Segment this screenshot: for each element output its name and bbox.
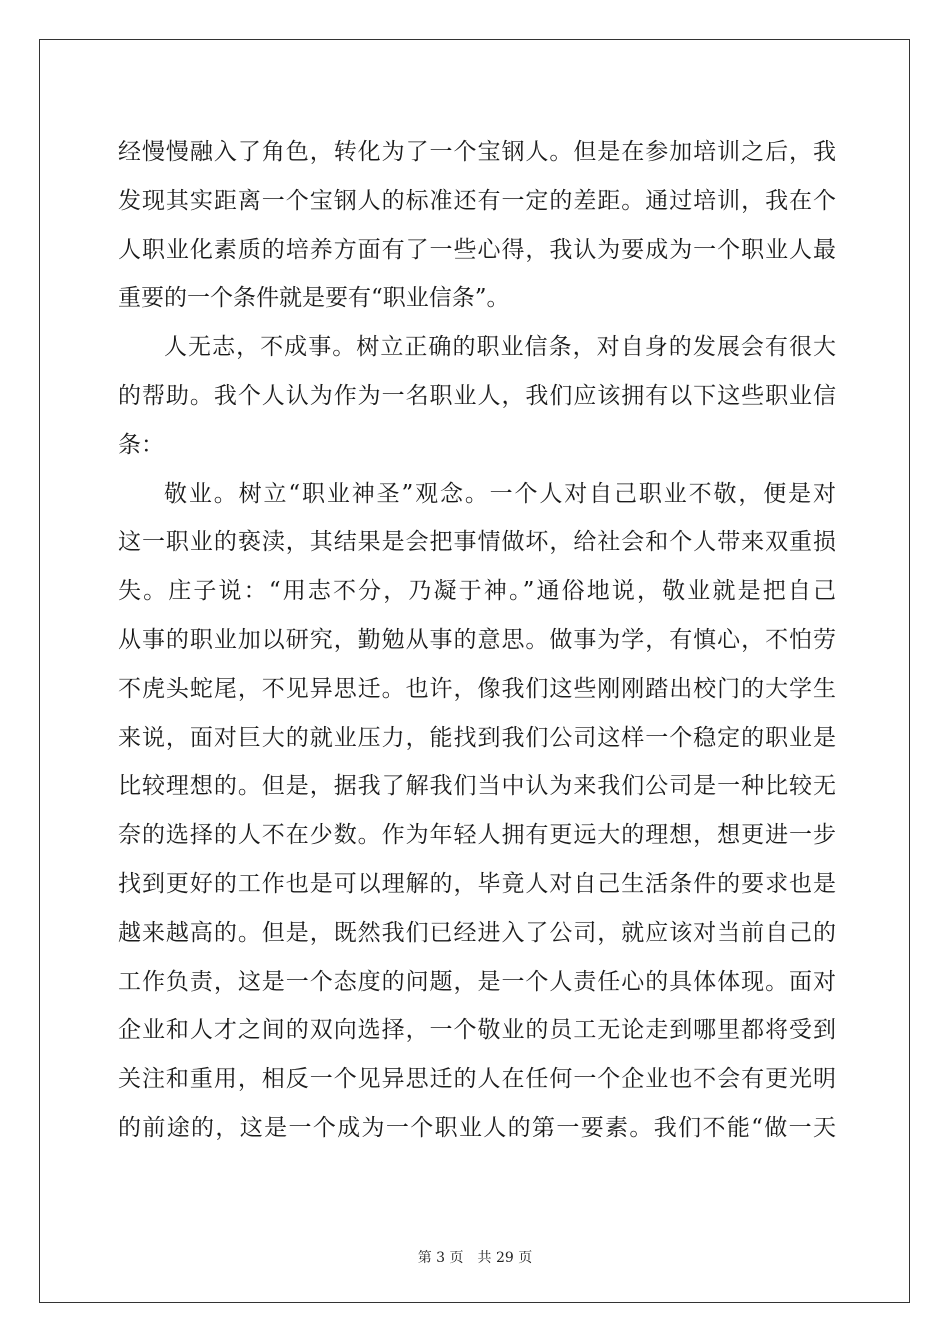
text-line: 这一职业的亵渎，其结果是会把事情做坏，给社会和个人带来双重损 (118, 529, 836, 556)
text-line: 比较理想的。但是，据我了解我们当中认为来我们公司是一种比较无 (118, 773, 836, 800)
text-line: 企业和人才之间的双向选择，一个敬业的员工无论走到哪里都将受到 (118, 1017, 836, 1044)
page-total: 共 29 页 (477, 1250, 533, 1266)
text-line: 条： (118, 431, 164, 458)
text-line: 奈的选择的人不在少数。作为年轻人拥有更远大的理想，想更进一步 (118, 822, 836, 849)
text-line: 的前途的，这是一个成为一个职业人的第一要素。我们不能“做一天 (118, 1114, 836, 1141)
text-line: 发现其实距离一个宝钢人的标准还有一定的差距。通过培训，我在个 (118, 187, 836, 214)
text-line: 工作负责，这是一个态度的问题，是一个人责任心的具体体现。面对 (118, 968, 836, 995)
text-line: 来说，面对巨大的就业压力，能找到我们公司这样一个稳定的职业是 (118, 724, 836, 751)
text-line: 经慢慢融入了角色，转化为了一个宝钢人。但是在参加培训之后，我 (118, 139, 836, 165)
text-line: 不虎头蛇尾，不见异思迁。也许，像我们这些刚刚踏出校门的大学生 (118, 675, 836, 702)
page-footer (0, 1247, 950, 1267)
text-line: 重要的一个条件就是要有“职业信条”。 (118, 285, 510, 312)
text-line: 失。庄子说：“用志不分，乃凝于神。”通俗地说，敬业就是把自己 (118, 578, 836, 605)
text-line: 找到更好的工作也是可以理解的，毕竟人对自己生活条件的要求也是 (118, 870, 836, 897)
text-line: 人无志，不成事。树立正确的职业信条，对自身的发展会有很大 (164, 334, 836, 361)
text-line: 越来越高的。但是，既然我们已经进入了公司，就应该对当前自己的 (118, 919, 836, 946)
page-number: 第 3 页 (417, 1250, 464, 1266)
text-line: 人职业化素质的培养方面有了一些心得，我认为要成为一个职业人最 (118, 236, 836, 263)
text-line: 的帮助。我个人认为作为一名职业人，我们应该拥有以下这些职业信 (118, 382, 836, 409)
document-body (118, 128, 836, 1153)
text-line: 从事的职业加以研究，勤勉从事的意思。做事为学，有慎心，不怕劳 (118, 626, 836, 653)
text-line: 敬业。树立“职业神圣”观念。一个人对自己职业不敬，便是对 (164, 480, 836, 507)
text-line: 关注和重用，相反一个见异思迁的人在任何一个企业也不会有更光明 (118, 1066, 836, 1093)
